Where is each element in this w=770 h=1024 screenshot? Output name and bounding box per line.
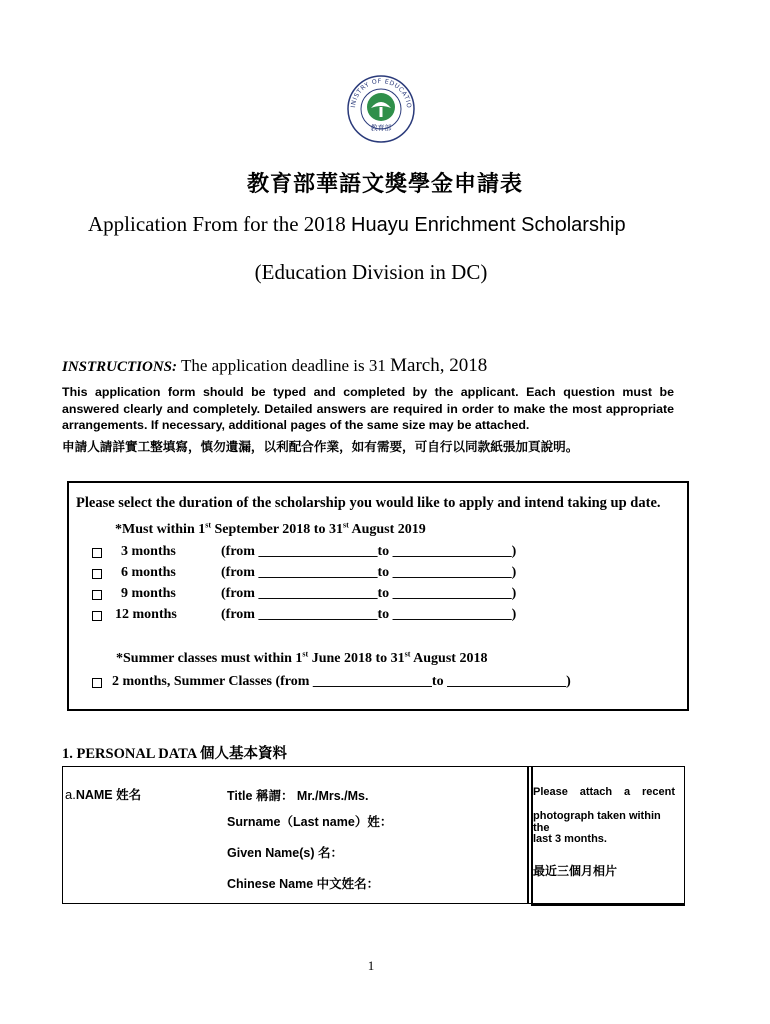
name-label: a.NAME 姓名 <box>65 787 142 802</box>
chinese-name-field[interactable]: Chinese Name 中文姓名： <box>227 877 380 891</box>
duration-heading: Please select the duration of the scholarship you would like to apply and intend taking up date. <box>76 495 661 511</box>
summer-option-label[interactable]: 2 months, Summer Classes (from _________________to _________________) <box>112 674 571 689</box>
option-3-months-checkbox[interactable] <box>92 548 102 558</box>
summer-note: *Summer classes must within 1st June 2018 to 31st August 2018 <box>116 649 488 666</box>
given-name-field[interactable]: Given Name(s) 名： <box>227 846 344 860</box>
option-3-months-label: 3 months <box>121 544 176 559</box>
photo-box-bottom <box>531 904 685 906</box>
option-6-months-checkbox[interactable] <box>92 569 102 579</box>
option-3-months-range[interactable]: (from _________________to _________________) <box>221 544 517 559</box>
duration-note: *Must within 1st September 2018 to 31st August 2019 <box>115 520 426 537</box>
photo-instruction-zh: 最近三個月相片 <box>533 864 618 878</box>
title-field[interactable]: Title 稱謂： Mr./Mrs./Ms. <box>227 789 369 803</box>
deadline-date: March, 2018 <box>390 355 488 376</box>
ministry-seal-icon <box>346 74 416 144</box>
instructions-text: The application deadline is 31 <box>180 356 386 375</box>
option-9-months-checkbox[interactable] <box>92 590 102 600</box>
title-en-suffix: Huayu Enrichment Scholarship <box>351 214 626 236</box>
title-en-prefix: Application From for the 2018 <box>88 212 346 236</box>
form-subtitle: (Education Division in DC) <box>254 260 488 284</box>
table-divider <box>527 766 529 904</box>
svg-text:MINISTRY OF EDUCATION: INISTRY OF EDUCATIO <box>350 77 413 109</box>
photo-instruction-line1: Please attach a recent <box>533 786 675 798</box>
instructions-label: INSTRUCTIONS: <box>62 359 178 375</box>
option-12-months-range[interactable]: (from _________________to _________________) <box>221 607 517 622</box>
option-9-months-label: 9 months <box>121 586 176 601</box>
photo-instruction-line2: photograph taken within the <box>533 810 661 834</box>
section-personal-data-title: 1. PERSONAL DATA 個人基本資料 <box>62 746 288 762</box>
instructions-paragraph-zh: 申請人請詳實工整填寫，慎勿遺漏，以利配合作業，如有需要，可自行以同款紙張加頁說明。 <box>62 439 579 454</box>
instructions-line <box>62 355 487 377</box>
option-12-months-label: 12 months <box>115 607 177 622</box>
form-title-en <box>88 212 626 237</box>
option-6-months-label: 6 months <box>121 565 176 580</box>
instructions-paragraph: This application form should be typed and completed by the applicant. Each question must be answered clearly and completely. Detailed answers are required in order to make the most appropriate arrangements. If necessary, additional pages of the same size may be attached. <box>62 385 674 432</box>
page-number: 1 <box>367 958 375 973</box>
option-9-months-range[interactable]: (from _________________to _________________) <box>221 586 517 601</box>
summer-2-months-checkbox[interactable] <box>92 678 102 688</box>
photo-instruction-line3: last 3 months. <box>533 833 607 845</box>
ministry-logo <box>346 74 416 144</box>
option-12-months-checkbox[interactable] <box>92 611 102 621</box>
svg-text:教育部: 教育部 <box>370 124 392 132</box>
form-title-zh: 教育部華語文獎學金申請表 <box>246 172 523 197</box>
option-6-months-range[interactable]: (from _________________to _________________) <box>221 565 517 580</box>
surname-field[interactable]: Surname（Last name）姓： <box>227 815 393 829</box>
